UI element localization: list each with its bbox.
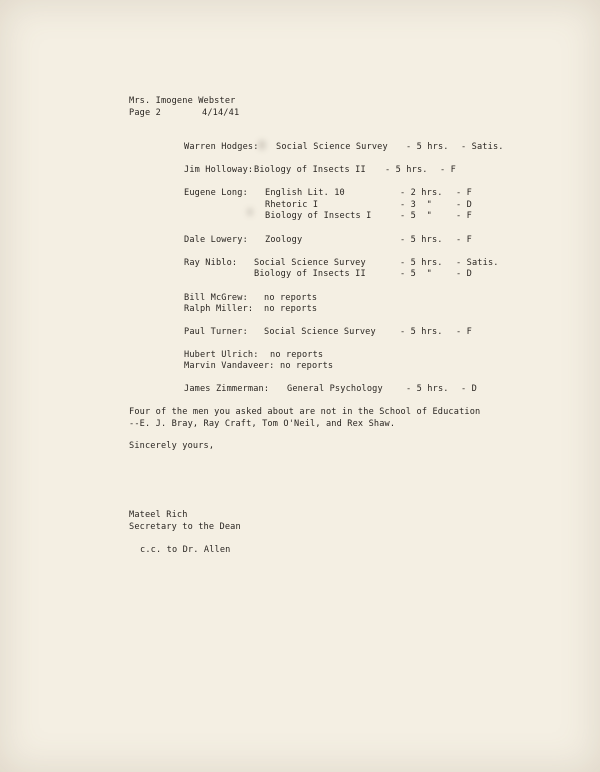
course-hours: - 5 hrs. [406,384,449,394]
signatory-name: Mateel Rich [129,510,188,520]
course-hours: - 5 hrs. [400,327,443,337]
course-name: Biology of Insects I [265,211,372,221]
ink-smudge [247,208,253,216]
course-grade: - F [440,165,456,175]
student-name: Dale Lowery: [184,235,248,245]
letter-date: 4/14/41 [202,108,240,118]
student-name: James Zimmerman: [184,384,270,394]
course-name: Biology of Insects II [254,165,366,175]
student-name: Ralph Miller: [184,304,254,314]
carbon-copy: c.c. to Dr. Allen [140,545,231,555]
student-name: Jim Holloway: [184,165,254,175]
course-name: General Psychology [287,384,383,394]
course-grade: - D [461,384,477,394]
course-name: Social Science Survey [276,142,388,152]
course-name: Social Science Survey [254,258,366,268]
course-hours: - 5 hrs. [400,235,443,245]
course-grade: - F [456,327,472,337]
student-name: Marvin Vandaveer: [184,361,275,371]
course-grade: - F [456,211,472,221]
report-note: no reports [264,293,318,303]
ink-smudge [258,140,266,150]
course-grade: - Satis. [461,142,504,152]
closing: Sincerely yours, [129,441,215,451]
course-hours: - 2 hrs. [400,188,443,198]
report-note: no reports [270,350,324,360]
course-name: Rhetoric I [265,200,319,210]
course-grade: - D [456,200,472,210]
course-grade: - Satis. [456,258,499,268]
student-name: Warren Hodges: [184,142,259,152]
course-hours: - 5 hrs. [406,142,449,152]
body-line: --E. J. Bray, Ray Craft, Tom O'Neil, and Rex Shaw. [129,419,396,429]
report-note: no reports [264,304,318,314]
course-grade: - F [456,188,472,198]
course-hours: - 5 " [400,211,432,221]
student-name: Bill McGrew: [184,293,248,303]
student-name: Paul Turner: [184,327,248,337]
course-name: Zoology [265,235,303,245]
student-name: Ray Niblo: [184,258,238,268]
course-hours: - 5 hrs. [385,165,428,175]
course-hours: - 3 " [400,200,432,210]
course-name: English Lit. 10 [265,188,345,198]
body-line: Four of the men you asked about are not in the School of Education [129,407,481,417]
recipient-line: Mrs. Imogene Webster [129,96,236,106]
course-name: Biology of Insects II [254,269,366,279]
course-name: Social Science Survey [264,327,376,337]
report-note: no reports [280,361,334,371]
course-hours: - 5 hrs. [400,258,443,268]
signatory-title: Secretary to the Dean [129,522,241,532]
course-hours: - 5 " [400,269,432,279]
page-number: Page 2 [129,108,161,118]
course-grade: - F [456,235,472,245]
course-grade: - D [456,269,472,279]
student-name: Hubert Ulrich: [184,350,259,360]
student-name: Eugene Long: [184,188,248,198]
